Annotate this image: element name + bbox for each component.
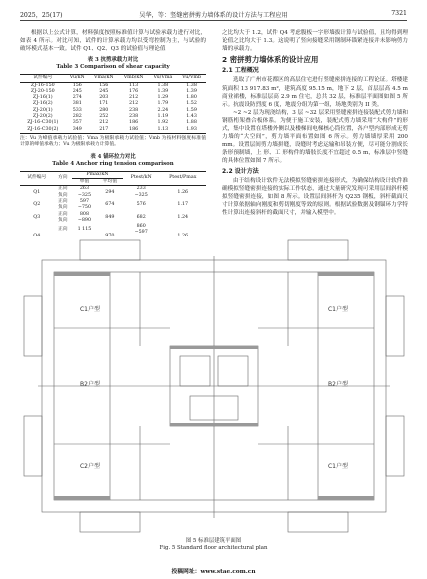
table3-cell: 113: [129, 82, 139, 88]
table3-cell: 217: [99, 126, 109, 132]
table3-cell: 171: [99, 101, 109, 107]
table4-cell: 294: [105, 189, 115, 195]
table3-cell: 1.38: [157, 82, 169, 88]
page-number: 7321: [391, 10, 407, 17]
table3-cell: 2.24: [157, 107, 169, 113]
subsection-heading: 2.2 设计方法: [222, 167, 259, 175]
table3-cell: 186: [129, 126, 139, 132]
paragraph: 由于结构设计软件无法模拟竖缝密拼连接形式，为确保结构设计软件准确模拟竖缝密拼连接的实际工作状态，通过大量研究发现可采用层间斜杆模拟竖缝密拼连接，如图 8 所示。设置层间斜杆为 Q235 钢板，斜杆截面尺寸计算依据轴向刚度和剪切刚度等效的原则。根据试验数据及钢锚环力学特性计算出连接斜杆的截面尺寸，并输入模型中。: [222, 177, 408, 216]
table4-cell: 1.26: [177, 189, 189, 195]
table4-cell: 233: [136, 186, 146, 192]
table4-title: 表 4 锚环拉力对比: [90, 153, 136, 160]
room-label: C1户型: [327, 306, 349, 313]
table3-title: 表 3 抗剪承载力对比: [87, 57, 139, 64]
table3-cell: 1.13: [157, 126, 169, 132]
table4-cell: 674: [105, 202, 115, 208]
room-label: C1户型: [79, 306, 101, 313]
page-footer: 投稿网址：www.stae.com.cn: [171, 569, 256, 575]
table3-cell: 280: [99, 107, 109, 113]
figure-caption: [0, 538, 427, 552]
table3-cell: 1.19: [157, 114, 169, 120]
room-label: B2户型: [328, 381, 348, 388]
paragraph: 选取了广州市花都区的高层住宅进行竖缝密拼连接的工程论证。塔楼建筑面积 13 917.83 m²，建筑高度 95.15 m，地下 2 层，首层层高 4.5 m 商业裙楼，标准层层高 2.9 m 住宅，总共 32 层，标准层平面图如图 5 所示。抗震设防烈度 6 度，地震分组为第一组，场地类别为 II 类。: [222, 77, 408, 108]
paragraph: 之比均大于 1.2，试件 Q4 考虑腹板一字形墙拔计算与试验值，且均得到理论值之比均大于 1.3。这说明了竖向接缝采用钢制环锚紧连接并未影响剪力墙的承载力。: [222, 30, 408, 53]
table3-cell: ZJ-20-150: [30, 88, 55, 94]
table3-cell: 1.92: [157, 120, 169, 126]
table4-cell: 263: [79, 186, 89, 192]
table3-cell: 176: [129, 88, 139, 94]
table3-cell: 1.38: [186, 82, 197, 88]
table4-cell: 860: [136, 224, 146, 230]
table3-row: [20, 127, 206, 134]
left-column: [20, 29, 206, 259]
table3-cell: 212: [99, 120, 109, 126]
table3-cell: 1.29: [157, 95, 169, 101]
table3-cell: 1.79: [157, 101, 169, 107]
figure-caption-cn: 图 5 标准层建筑平面图: [185, 538, 242, 544]
table4-cell: 正向: [57, 198, 68, 204]
table4-header: Ptest/kN: [123, 171, 160, 186]
table4-title-en: Table 4 Anchor ring tension comparison: [52, 160, 174, 167]
table4-header: 平均值: [97, 179, 123, 186]
table3-cell: ZJ-16-C30(1): [27, 120, 59, 126]
table4-cell: 849: [105, 214, 115, 220]
table4-cell: −597: [134, 230, 148, 236]
table3-cell: 245: [99, 88, 109, 94]
table4-cell: 1.17: [177, 202, 189, 208]
table3-cell: ZJ-16(1): [32, 95, 53, 101]
table4-cell: 597: [79, 198, 89, 204]
paragraph: 根据以上公式计算，材料强度按照标准值计算与试验承载力进行对比，如表 4 所示。对比可知，试件的计算承载力均以受弯控制为主，与试验的破坏模式基本一致。试件 Q1、Q2、Q3 的试验值与理论值: [20, 30, 206, 53]
subsection-heading: 2.1 工程概况: [222, 67, 259, 75]
table4-cell: −890: [77, 217, 92, 223]
table3-cell: 381: [72, 101, 82, 107]
table3-cell: ZJ-20(2): [32, 114, 53, 120]
table3-cell: 1.80: [186, 95, 197, 101]
table4-cell: Q1: [33, 189, 41, 195]
table3-cell: ZJ-16-150: [30, 82, 55, 88]
table3-header: Vu/Vmb: [177, 75, 206, 82]
table4-header: 单值: [72, 179, 97, 186]
table3-body: [20, 82, 206, 133]
table3-cell: ZJ-20(1): [32, 107, 53, 113]
table3-cell: 203: [99, 95, 109, 101]
table4-cell: 808: [79, 211, 89, 217]
table3-cell: 245: [72, 88, 82, 94]
table3-cell: 349: [72, 126, 82, 132]
table3-header: 试件编号: [20, 75, 66, 82]
table3-header: Vmb/kN: [119, 75, 149, 82]
table4-cell: 正向: [57, 186, 68, 192]
table3-cell: 1.39: [157, 88, 169, 94]
right-column: [222, 29, 408, 217]
table3-cell: 238: [129, 114, 139, 120]
running-title: 吴华，等：竖缝密拼剪力墙体系的设计方法与工程应用: [139, 12, 288, 19]
table4-cell: 负向: [57, 205, 68, 211]
table3-cell: 282: [72, 114, 82, 120]
table3-title-en: Table 3 Comparison of shear capacity: [56, 64, 170, 71]
table3-cell: 1.43: [186, 114, 197, 120]
table3-cell: 533: [72, 107, 82, 113]
table3-cell: 238: [129, 107, 139, 113]
table4-header: 试件编号: [20, 171, 54, 186]
table3-cell: 1.88: [186, 120, 197, 126]
table3-cell: 156: [99, 82, 109, 88]
table3-cell: 156: [72, 82, 82, 88]
floor-plan-figure: [20, 236, 408, 536]
section-heading: 2 密拼剪力墙体系的设计应用: [222, 55, 319, 65]
table3-cell: 1.93: [186, 126, 197, 132]
table3-cell: 186: [129, 120, 139, 126]
table4-cell: −325: [134, 192, 148, 198]
table3-cell: 274: [72, 95, 82, 101]
table3-cell: 1.39: [186, 88, 197, 94]
table3-header: Vu/kN: [66, 75, 89, 82]
table4-cell: 负向: [57, 192, 68, 198]
table4-cell: 正向: [57, 227, 68, 233]
table4-cell: 682: [136, 214, 146, 220]
table3-cell: 1.59: [186, 107, 197, 113]
table3-cell: ZJ-16-C30(2): [27, 126, 59, 132]
table4-cell: 576: [136, 202, 146, 208]
journal-issue: 2025，25(17): [20, 12, 63, 19]
table3-header: Vma/kN: [89, 75, 119, 82]
table3-row: [20, 82, 206, 89]
table4-cell: Q3: [33, 214, 41, 220]
table3-cell: ZJ-16(2): [32, 101, 53, 107]
table4-cell: 1.24: [177, 214, 189, 220]
paragraph: ~2 ~2 层为现浇结构，3 层 ~32 层采用竖缝密拼连接装配式剪力墙和钢筋桁架叠合板体系。为便于施工安装，装配式剪力墙采用“大构件”的形式，集中设置在塔楼外侧以及楼梯间电梯核心筒位置，各户型内部形成无剪力墙的“大空间”，剪力墙平面布置如图 6 所示。剪力墙墙厚采用 200 mm。设置层间剪力墙拼缝，设缝时考虑运输和吊装方便，尽可能分割成长条形预制墙，上 形、工 形构件的墙肢长度不宜超过 0.5 m，标准层中竖缝的具体位置如图 7 所示。: [222, 109, 408, 165]
table4-header: Ptest/Pmax: [159, 171, 206, 186]
table4-cell: 1 115: [77, 227, 92, 233]
table4-cell: Q2: [33, 202, 41, 208]
table4-cell: 正向: [57, 211, 68, 217]
page-header: [20, 9, 407, 21]
table4-cell: 负向: [57, 217, 68, 223]
table3-cell: 252: [99, 114, 109, 120]
table4-header: Pmax/kN: [72, 171, 123, 178]
room-label: B2户型: [80, 381, 100, 388]
table3-cell: 1.52: [186, 101, 197, 107]
room-label: C2户型: [79, 463, 101, 470]
figure-caption-en: Fig. 5 Standard floor architectural plan: [159, 545, 268, 551]
table4-header: 方向: [54, 171, 72, 186]
room-label: C1户型: [327, 463, 349, 470]
table4-cell: −750: [77, 205, 92, 211]
table4-cell: −325: [77, 192, 92, 198]
table3-header: Vu/Vma: [149, 75, 178, 82]
table3-cell: 357: [72, 120, 82, 126]
table3-cell: 212: [129, 95, 139, 101]
table3: [20, 74, 206, 134]
table3-note: 注：Vu 为峰值承载力试验值；Vma 为极限承载力试验值；Vmb 为按材料强度标准值计算的峰值承载力；Vu 为极限承载力计算值。: [20, 135, 206, 148]
table3-cell: 212: [129, 101, 139, 107]
